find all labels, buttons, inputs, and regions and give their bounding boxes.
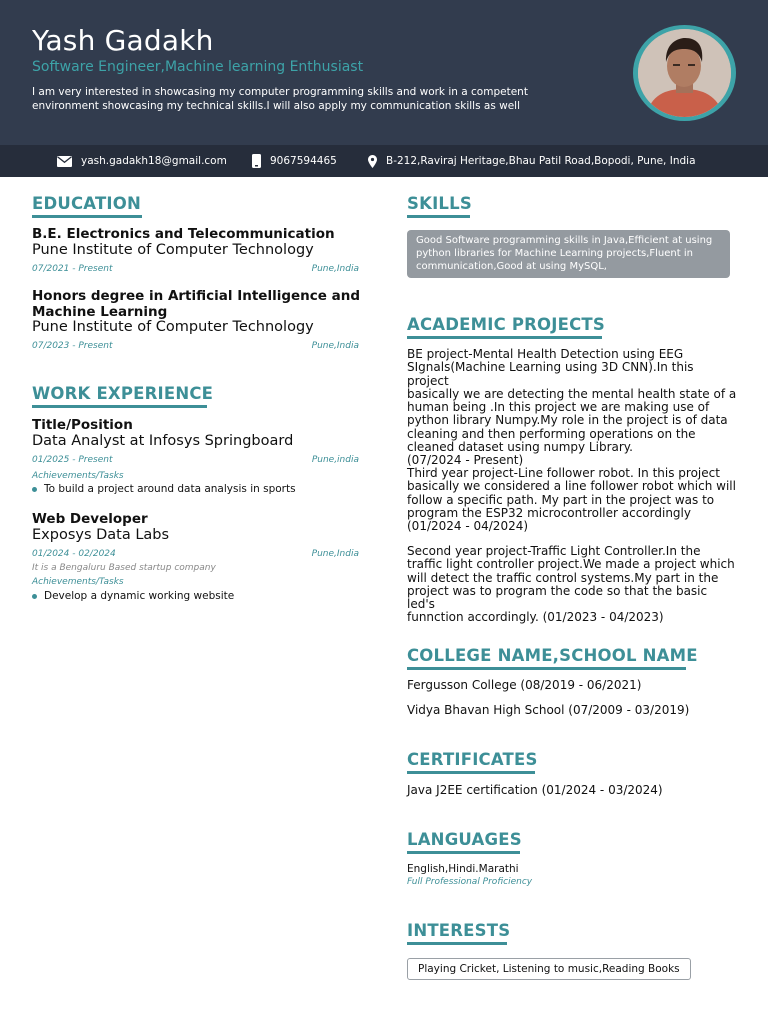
project-item: Second year project-Traffic Light Controller.In the traffic light controller project.We made a project which will detect the traffic control systems.My part in the project was to program the code so that the basic led's funnction accordingly. (01/2023 - 04/2023) xyxy=(407,544,735,625)
bullet-dot-icon xyxy=(32,487,37,492)
work-experience-heading: WORK EXPERIENCE xyxy=(32,384,214,403)
job-task-text: Develop a dynamic working website xyxy=(44,590,235,602)
academic-projects-heading: ACADEMIC PROJECTS xyxy=(407,315,605,334)
education-dates: 07/2023 - Present xyxy=(32,341,113,351)
profile-photo xyxy=(638,29,731,117)
job-company: Exposys Data Labs xyxy=(32,527,170,543)
job-role: Title/Position xyxy=(32,417,133,433)
contact-address-text: B-212,Raviraj Heritage,Bhau Patil Road,Bopodi, Pune, India xyxy=(386,155,696,167)
interests-heading: INTERESTS xyxy=(407,921,511,940)
candidate-name: Yash Gadakh xyxy=(32,24,214,57)
contact-email-text: yash.gadakh18@gmail.com xyxy=(81,155,227,167)
languages-heading: LANGUAGES xyxy=(407,830,522,849)
location-pin-icon xyxy=(368,155,377,168)
interest-tag: Playing Cricket, Listening to music,Reading Books xyxy=(407,958,691,980)
job-dates: 01/2024 - 02/2024 xyxy=(32,549,116,559)
job-task-item xyxy=(32,483,296,495)
education-school: Pune Institute of Computer Technology xyxy=(32,319,314,335)
skills-heading: SKILLS xyxy=(407,194,472,213)
education-school: Pune Institute of Computer Technology xyxy=(32,242,314,258)
language-proficiency: Full Professional Proficiency xyxy=(407,877,533,887)
job-company: Data Analyst at Infosys Springboard xyxy=(32,433,294,449)
certificate-item: Java J2EE certification (01/2024 - 03/2024) xyxy=(407,783,663,797)
contact-phone-text: 9067594465 xyxy=(270,155,337,167)
skills-heading-underline xyxy=(407,215,470,218)
certificates-heading: CERTIFICATES xyxy=(407,750,538,769)
work-experience-heading-underline xyxy=(32,405,207,408)
education-degree: Honors degree in Artificial Intelligence and Machine Learning xyxy=(32,288,361,320)
candidate-subtitle: Software Engineer,Machine learning Enthusiast xyxy=(32,59,364,75)
education-location: Pune,India xyxy=(311,341,359,351)
school-item: Vidya Bhavan High School (07/2009 - 03/2019) xyxy=(407,703,690,717)
college-item: Fergusson College (08/2019 - 06/2021) xyxy=(407,678,642,692)
job-task-item xyxy=(32,590,234,602)
job-dates: 01/2025 - Present xyxy=(32,455,113,465)
job-task-text: To build a project around data analysis in sports xyxy=(44,483,296,495)
mobile-phone-icon xyxy=(252,154,261,168)
job-role: Web Developer xyxy=(32,511,148,527)
job-tasks-label: Achievements/Tasks xyxy=(32,471,124,481)
contact-email[interactable] xyxy=(57,145,227,177)
education-dates: 07/2021 - Present xyxy=(32,264,113,274)
education-location: Pune,India xyxy=(311,264,359,274)
contact-bar xyxy=(0,145,768,177)
job-location: Pune,india xyxy=(311,455,359,465)
languages-heading-underline xyxy=(407,851,520,854)
bullet-dot-icon xyxy=(32,594,37,599)
education-degree: B.E. Electronics and Telecommunication xyxy=(32,226,335,242)
language-name: English,Hindi.Marathi xyxy=(407,863,519,875)
job-tasks-label: Achievements/Tasks xyxy=(32,577,124,587)
interests-heading-underline xyxy=(407,942,507,945)
envelope-icon xyxy=(57,156,72,167)
skills-tag: Good Software programming skills in Java,Efficient at using python libraries for Machine Learning projects,Fluent in communication,Good at using MySQL, xyxy=(407,230,730,278)
certificates-heading-underline xyxy=(407,771,535,774)
job-company-note: It is a Bengaluru Based startup company xyxy=(32,563,216,573)
resume-header xyxy=(0,0,768,145)
contact-address xyxy=(368,145,696,177)
college-school-heading: COLLEGE NAME,SCHOOL NAME xyxy=(407,646,698,665)
candidate-summary: I am very interested in showcasing my computer programming skills and work in a competent environment showcasing my technical skills.I will also apply my communication skills as well xyxy=(32,86,528,112)
college-school-heading-underline xyxy=(407,667,686,670)
academic-projects-heading-underline xyxy=(407,336,602,339)
project-item: Third year project-Line follower robot. In this project basically we considered a line follower robot which will follow a specific path. My part in the project was to program the ESP32 microcontroller accordingly (01/2024 - 04/2024) xyxy=(407,466,736,534)
contact-phone[interactable] xyxy=(252,145,337,177)
education-heading: EDUCATION xyxy=(32,194,141,213)
education-heading-underline xyxy=(32,215,142,218)
job-location: Pune,India xyxy=(311,549,359,559)
project-item: BE project-Mental Health Detection using EEG SIgnals(Machine Learning using 3D CNN).In this project basically we are detecting the mental health state of a human being .In this project we are making use of python library Numpy.My role in the project is of data cleaning and then performing operations on the cleaned dataset using numpy Library. (07/2024 - Present) xyxy=(407,347,737,468)
